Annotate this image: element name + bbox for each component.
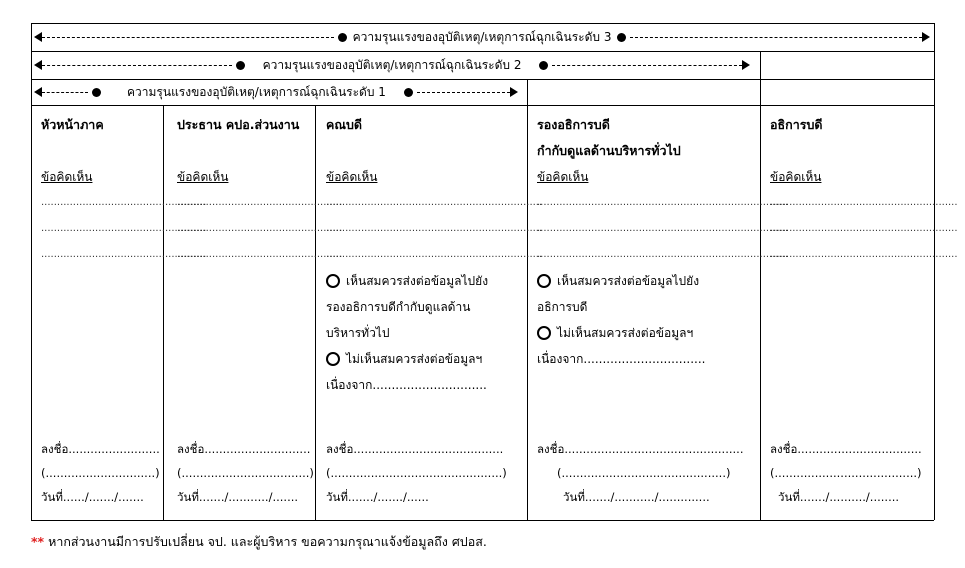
radio-circle-icon[interactable] [537,326,551,340]
column-head-of-department [41,112,207,268]
level2-band [34,55,750,75]
signature-block-2 [177,437,314,509]
dot-icon [236,61,245,70]
table-top-border [31,23,934,24]
signature-block-4 [537,437,744,509]
option-text: ไม่เห็นสมควรส่งต่อข้อมูลฯ [346,352,483,366]
name-line[interactable]: (.......................................) [770,466,922,480]
comment-label: ข้อคิดเห็น [326,170,378,184]
arrow-left-icon [34,32,42,42]
radio-circle-icon[interactable] [326,274,340,288]
comment-line[interactable]: ........................................................... [770,223,958,234]
dot-icon [617,33,626,42]
option-text-continued: อธิการบดี [537,300,588,314]
comment-line[interactable]: ............................................................................... [537,223,789,234]
date-line[interactable]: วันที่......./.........../....... [177,490,299,504]
signature-block-1 [41,437,160,509]
sign-line[interactable]: ลงชื่อ......................... [41,442,160,456]
comment-label: ข้อคิดเห็น [41,170,93,184]
arrow-left-icon [34,60,42,70]
comment-label: ข้อคิดเห็น [537,170,589,184]
column-subtitle: กำกับดูแลด้านบริหารทั่วไป [537,143,681,158]
comment-label: ข้อคิดเห็น [770,170,822,184]
vp-disagree-option[interactable] [537,320,752,346]
dot-icon [338,33,347,42]
level3-label: ความรุนแรงของอุบัติเหตุ/เหตุการณ์ฉุกเฉินระดับ 3 [352,29,612,44]
sign-line[interactable]: ลงชื่อ.................................. [770,442,922,456]
sign-line[interactable]: ลงชื่อ................................................. [537,442,744,456]
sign-line[interactable]: ลงชื่อ......................................... [326,442,504,456]
table-right-border [934,23,935,520]
dot-icon [92,88,101,97]
level1-right-divider [527,79,528,520]
comment-line[interactable]: .................................................................... [326,223,543,234]
level2-right-divider [760,51,761,520]
comment-line[interactable]: ............................................................................... [537,249,789,260]
col-divider-2 [315,105,316,520]
date-line[interactable]: วันที่......./........../........ [778,490,900,504]
column-title: ประธาน คปอ.ส่วนงาน [177,117,300,132]
table-bottom-border [31,520,934,521]
footer-text: หากส่วนงานมีการปรับเปลี่ยน จป. และผู้บริหาร ขอความกรุณาแจ้งข้อมูลถึง ศปอส. [48,534,487,549]
comment-line[interactable]: .................................................................... [326,249,543,260]
arrow-left-icon [34,87,42,97]
option-text: เห็นสมควรส่งต่อข้อมูลไปยัง [346,274,489,288]
row-divider-2 [31,79,934,80]
column-title: คณบดี [326,117,363,132]
comment-line[interactable]: .................................................................... [326,197,543,208]
comment-line[interactable]: .................................................... [177,197,343,208]
comment-line[interactable]: .................................................... [177,223,343,234]
comment-line[interactable]: ........................................................... [770,249,958,260]
arrow-right-icon [510,87,518,97]
level3-band [34,27,930,47]
date-line[interactable]: วันที่......./.........../.............. [563,490,710,504]
arrow-right-icon [742,60,750,70]
signature-block-3 [326,437,507,509]
date-line[interactable]: วันที่....../......./....... [41,490,144,504]
comment-label: ข้อคิดเห็น [177,170,229,184]
column-title: หัวหน้าภาค [41,117,104,132]
comment-line[interactable]: .................................................... [177,249,343,260]
option-text: เห็นสมควรส่งต่อข้อมูลไปยัง [557,274,700,288]
row-divider-1 [31,51,934,52]
table-left-border [31,23,32,520]
date-line[interactable]: วันที่......./......./...... [326,490,429,504]
option-text: ไม่เห็นสมควรส่งต่อข้อมูลฯ [557,326,694,340]
comment-line[interactable]: .................................................... [41,197,207,208]
option-text-continued: บริหารทั่วไป [326,326,390,340]
row-divider-3 [31,105,934,106]
comment-line[interactable]: ............................................................................... [537,197,789,208]
level1-label: ความรุนแรงของอุบัติเหตุ/เหตุการณ์ฉุกเฉินระดับ 1 [127,84,386,99]
footer-note [31,532,487,552]
name-line[interactable]: (...............................................) [326,466,507,480]
comment-line[interactable]: .................................................... [41,223,207,234]
radio-circle-icon[interactable] [537,274,551,288]
footer-stars: ** [31,534,45,549]
dot-icon [404,88,413,97]
column-president [770,112,958,268]
level2-label: ความรุนแรงของอุบัติเหตุ/เหตุการณ์ฉุกเฉินระดับ 2 [262,57,522,72]
reason-field[interactable]: เนื่องจาก................................ [537,352,706,366]
name-line[interactable]: (...................................) [177,466,314,480]
column-title: รองอธิการบดี [537,117,610,132]
dean-agree-option[interactable] [326,268,518,294]
column-title: อธิการบดี [770,117,823,132]
vp-agree-option[interactable] [537,268,752,294]
column-dean [326,112,543,398]
comment-line[interactable]: .................................................... [41,249,207,260]
name-line[interactable]: (..............................) [41,466,160,480]
name-line[interactable]: (.............................................) [557,466,731,480]
level1-band [34,82,518,102]
comment-line[interactable]: ........................................................... [770,197,958,208]
column-committee-chair [177,112,343,268]
column-vice-president [537,112,789,372]
radio-circle-icon[interactable] [326,352,340,366]
dot-icon [539,61,548,70]
arrow-right-icon [922,32,930,42]
col-divider-1 [163,105,164,520]
sign-line[interactable]: ลงชื่อ............................. [177,442,311,456]
reason-field[interactable]: เนื่องจาก.............................. [326,378,487,392]
option-text-continued: รองอธิการบดีกำกับดูแลด้าน [326,300,471,314]
dean-disagree-option[interactable] [326,346,518,372]
signature-block-5 [770,437,922,509]
